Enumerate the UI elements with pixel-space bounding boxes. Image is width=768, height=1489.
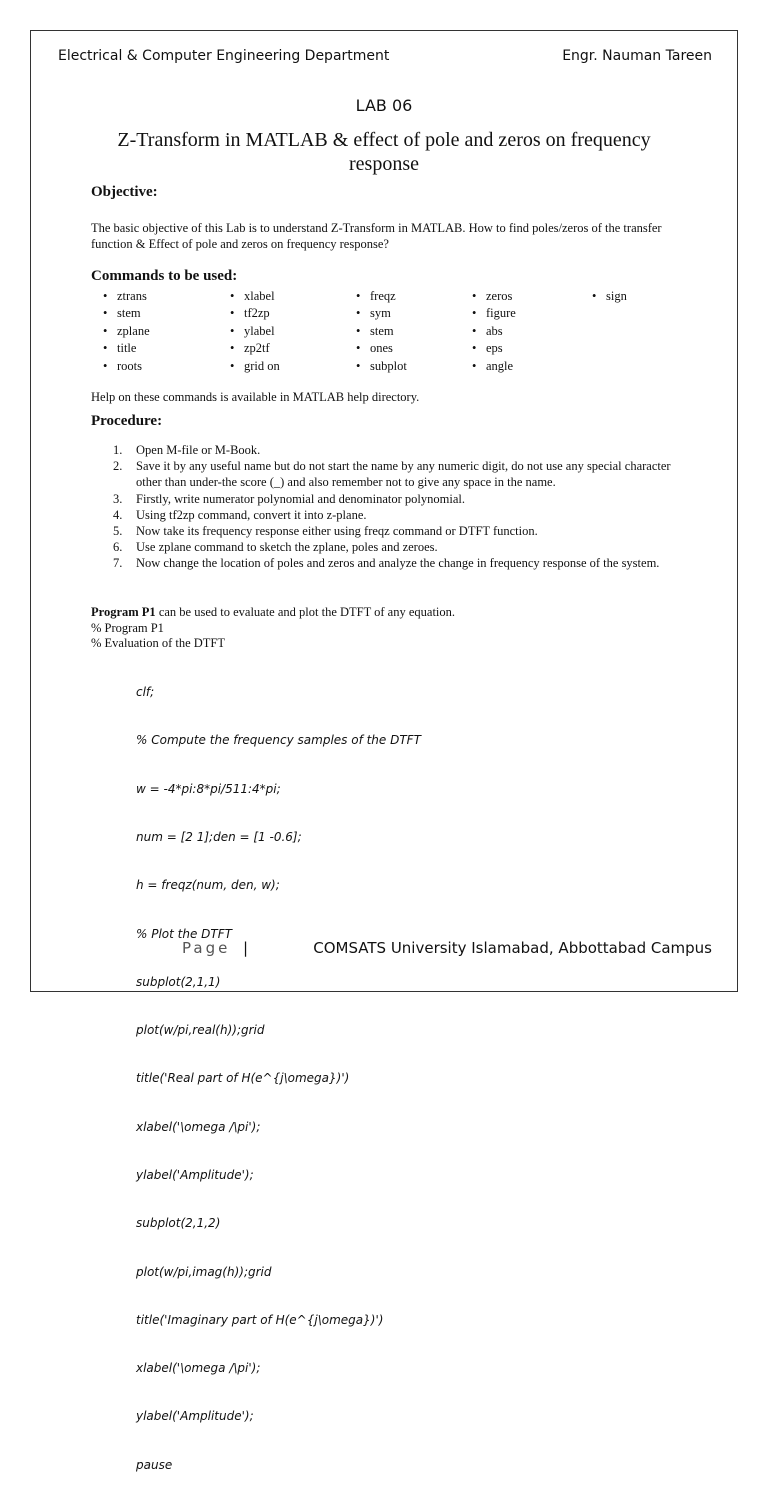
list-item: • stem: [101, 305, 150, 322]
code-line: % Plot the DTFT: [136, 926, 232, 941]
list-item: • stem: [354, 323, 407, 340]
code-line: pause: [136, 1457, 173, 1472]
list-item: • zplane: [101, 323, 150, 340]
list-item: 7. Now change the location of poles and zeros and analyze the change in frequency response of the system.: [113, 556, 660, 571]
page-title: [100, 128, 668, 176]
commands-column-2: [228, 288, 280, 375]
list-item: • abs: [470, 323, 516, 340]
code-line: subplot(2,1,2): [136, 1216, 221, 1231]
commands-column-1: [101, 288, 150, 375]
list-item: • roots: [101, 358, 150, 375]
list-item: • eps: [470, 340, 516, 357]
commands-column-5: [590, 288, 627, 305]
footer-separator: |: [243, 939, 249, 957]
list-item: • figure: [470, 305, 516, 322]
procedure-heading: Procedure:: [91, 413, 163, 429]
list-item: • zp2tf: [228, 340, 280, 357]
help-text: Help on these commands is available in MATLAB help directory.: [91, 390, 420, 404]
program-comment-2: % Evaluation of the DTFT: [91, 636, 225, 651]
procedure-list: [113, 442, 685, 572]
code-line: subplot(2,1,1): [136, 974, 221, 989]
program-intro: [91, 605, 455, 621]
code-line: ylabel('Amplitude');: [136, 1409, 254, 1424]
list-item: • sign: [590, 288, 627, 305]
list-item: 4. Using tf2zp command, convert it into z-plane.: [113, 507, 367, 522]
code-line: title('Imaginary part of H(e^{j\omega})'): [136, 1312, 384, 1327]
code-line: w = -4*pi:8*pi/511:4*pi;: [136, 781, 281, 796]
code-line: plot(w/pi,real(h));grid: [136, 1023, 265, 1038]
program-comment-1: % Program P1: [91, 620, 164, 635]
list-item: • ylabel: [228, 323, 280, 340]
list-item: 1. Open M-file or M-Book.: [113, 443, 261, 457]
code-line: xlabel('\omega /\pi');: [136, 1119, 261, 1134]
footer-page-label: Page: [182, 939, 231, 957]
list-item: 2. Save it by any useful name but do not start the name by any numeric digit, do not use any special character other than under-the score (_) and also remember not to give any space in the name.: [113, 459, 671, 490]
list-item: • ztrans: [101, 288, 150, 305]
code-line: title('Real part of H(e^{j\omega})'): [136, 1071, 350, 1086]
header-department: Electrical & Computer Engineering Department: [58, 48, 390, 64]
title-line-1: Z-Transform in MATLAB & effect of pole and zeros on frequency: [117, 129, 651, 151]
list-item: • freqz: [354, 288, 407, 305]
header-author: Engr. Nauman Tareen: [562, 48, 712, 64]
objective-heading: Objective:: [91, 184, 158, 200]
program-intro-text: can be used to evaluate and plot the DTFT of any equation.: [155, 605, 456, 619]
code-block: [136, 652, 421, 1489]
list-item: • angle: [470, 358, 516, 375]
program-name: Program P1: [91, 605, 156, 619]
list-item: • tf2zp: [228, 305, 280, 322]
code-line: h = freqz(num, den, w);: [136, 878, 280, 893]
list-item: • subplot: [354, 358, 407, 375]
list-item: • ones: [354, 340, 407, 357]
code-line: % Compute the frequency samples of the DTFT: [136, 733, 421, 748]
list-item: 3. Firstly, write numerator polynomial and denominator polynomial.: [113, 491, 465, 506]
list-item: 6. Use zplane command to sketch the zplane, poles and zeroes.: [113, 540, 438, 555]
list-item: • title: [101, 340, 150, 357]
code-line: num = [2 1];den = [1 -0.6];: [136, 830, 302, 845]
code-line: ylabel('Amplitude');: [136, 1168, 254, 1182]
code-line: plot(w/pi,imag(h));grid: [136, 1264, 272, 1279]
code-line: clf;: [136, 685, 155, 700]
list-item: 5. Now take its frequency response either using freqz command or DTFT function.: [113, 524, 538, 539]
list-item: • zeros: [470, 288, 516, 305]
lab-label: LAB 06: [355, 96, 413, 115]
title-line-2: response: [349, 153, 419, 175]
commands-column-3: [354, 288, 407, 375]
objective-text: The basic objective of this Lab is to understand Z-Transform in MATLAB. How to find poles/zeros of the transfer function & Effect of pole and zeros on frequency response?: [91, 221, 662, 251]
program-intro-block: [91, 605, 455, 652]
list-item: • sym: [354, 305, 407, 322]
commands-column-4: [470, 288, 516, 375]
list-item: • grid on: [228, 358, 280, 375]
footer-institution: COMSATS University Islamabad, Abbottabad Campus: [313, 939, 712, 957]
commands-heading: Commands to be used:: [91, 268, 238, 284]
list-item: • xlabel: [228, 288, 280, 305]
code-line: xlabel('\omega /\pi');: [136, 1361, 261, 1376]
